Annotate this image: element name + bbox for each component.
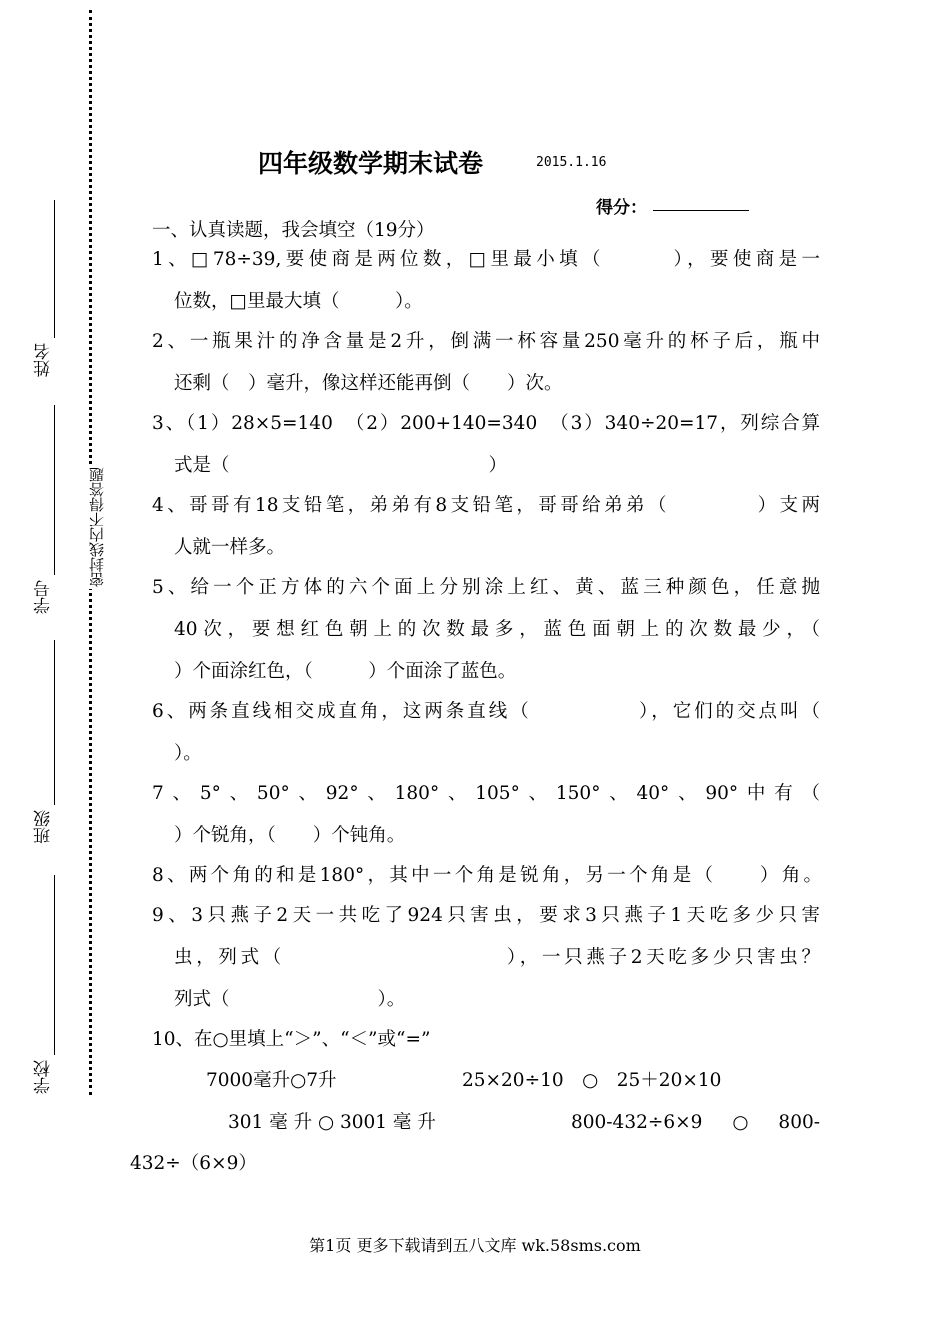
- score-label: 得分：: [596, 198, 647, 218]
- question-10-row-1-right: 25×20÷10 ○ 25＋20×10: [462, 1070, 722, 1091]
- seal-line-note: 密封线内不得答题: [88, 467, 106, 587]
- question-3-line-2: 式是（ ）: [174, 455, 508, 476]
- exam-title: 四年级数学期末试卷: [258, 149, 484, 178]
- id-blank-line: [54, 405, 55, 575]
- question-10-row-2-left: 301 毫 升 ○ 3001 毫 升: [228, 1112, 436, 1133]
- question-2-line-1: 2、一瓶果汁的净含量是2升，倒满一杯容量250毫升的杯子后，瓶中: [152, 331, 820, 352]
- class-blank-line: [54, 640, 55, 805]
- school-blank-line: [54, 875, 55, 1055]
- question-9-line-3: 列式（ ）。: [174, 989, 406, 1010]
- section-heading: 一、认真读题，我会填空（19分）: [152, 220, 435, 241]
- question-6-line-2: ）。: [174, 743, 202, 764]
- question-9-line-1: 9、3只燕子2天一共吃了924只害虫，要求3只燕子1天吃多少只害: [152, 905, 820, 926]
- question-10-row-2-right: 800-432÷6×9 ○ 800-: [571, 1112, 820, 1133]
- question-3-line-1: 3、（1）28×5=140 （2）200+140=340 （3）340÷20=17，列综合算: [152, 413, 820, 434]
- question-8: 8、两个角的和是180°，其中一个角是锐角，另一个角是（ ）角。: [152, 865, 822, 886]
- score-blank: [653, 210, 749, 211]
- name-label: 姓名: [34, 343, 54, 377]
- question-5-line-3: ）个面涂红色，（ ）个面涂了蓝色。: [174, 661, 517, 682]
- school-label: 学校: [34, 1060, 54, 1094]
- question-10-row-1-left: 7000毫升○7升: [206, 1070, 337, 1091]
- question-10-row-3: 432÷（6×9）: [130, 1153, 257, 1174]
- question-5-line-1: 5、给一个正方体的六个面上分别涂上红、黄、蓝三种颜色，任意抛: [152, 577, 820, 598]
- question-4-line-2: 人就一样多。: [174, 537, 286, 558]
- question-7-line-2: ）个锐角，（ ）个钝角。: [174, 825, 406, 846]
- question-10-heading: 10、在○里填上“＞”、“＜”或“=”: [152, 1029, 431, 1050]
- name-blank-line: [54, 200, 55, 338]
- question-5-line-2: 40次，要想红色朝上的次数最多，蓝色面朝上的次数最少，（: [174, 619, 820, 640]
- class-label: 班级: [34, 810, 54, 844]
- question-7-line-1: 7、5°、50°、92°、180°、105°、150°、40°、90°中有（: [152, 783, 820, 804]
- question-2-line-2: 还剩（ ）毫升，像这样还能再倒（ ）次。: [174, 373, 563, 394]
- exam-date: 2015.1.16: [536, 155, 607, 170]
- question-4-line-1: 4、哥哥有18支铅笔，弟弟有8支铅笔，哥哥给弟弟（ ）支两: [152, 495, 820, 516]
- question-1-line-2: 位数，□里最大填（ ）。: [174, 291, 423, 312]
- question-1-line-1: 1、□78÷39,要使商是两位数，□里最小填（ ），要使商是一: [152, 249, 820, 270]
- question-6-line-1: 6、两条直线相交成直角，这两条直线（ ），它们的交点叫（: [152, 701, 820, 722]
- question-9-line-2: 虫，列式（ ），一只燕子2天吃多少只害虫？: [174, 947, 820, 968]
- student-id-label: 学号: [34, 580, 54, 614]
- page-footer: 第1页 更多下载请到五八文库 wk.58sms.com: [309, 1236, 641, 1255]
